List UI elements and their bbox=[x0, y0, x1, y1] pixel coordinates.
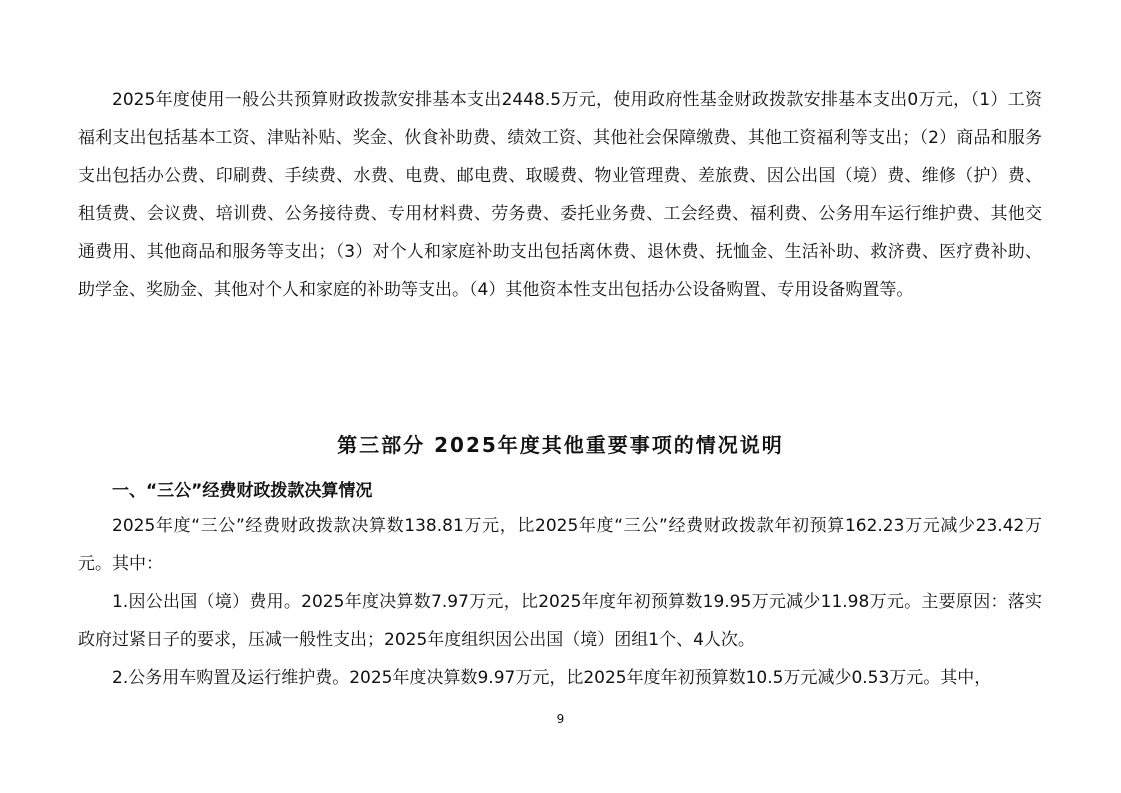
sangong-summary-paragraph: 2025年度“三公”经费财政拨款决算数138.81万元，比2025年度“三公”经费财政拨款年初预算162.23万元减少23.42万元。其中： bbox=[78, 516, 1042, 574]
official-vehicle-paragraph: 2.公务用车购置及运行维护费。2025年度决算数9.97万元，比2025年度年初预算数10.5万元减少0.53万元。其中， bbox=[112, 668, 992, 688]
expenditure-paragraph: 2025年度使用一般公共预算财政拨款安排基本支出2448.5万元，使用政府性基金财政拨款安排基本支出0万元，（1）工资福利支出包括基本工资、津贴补贴、奖金、伙食补助费、绩效工资、其他社会保障缴费、其他工资福利等支出；（2）商品和服务支出包括办公费、印刷费、手续费、水费、电费、邮电费、取暖费、物业管理费、差旅费、因公出国（境）费、维修（护）费、租赁费、会议费、培训费、公务接待费、专用材料费、劳务费、委托业务费、工会经费、福利费、公务用车运行维护费、其他交通费用、其他商品和服务等支出；（3）对个人和家庭补助支出包括离休费、退休费、抚恤金、生活补助、救济费、医疗费补助、助学金、奖励金、其他对个人和家庭的补助等支出。（4）其他资本性支出包括办公设备购置、专用设备购置等。 bbox=[78, 90, 1042, 300]
section-heading: 一、“三公”经费财政拨款决算情况 bbox=[112, 481, 373, 501]
overseas-travel-paragraph: 1.因公出国（境）费用。2025年度决算数7.97万元，比2025年度年初预算数19.95万元减少11.98万元。主要原因：落实政府过紧日子的要求，压减一般性支出；2025年度组织因公出国（境）团组1个、4人次。 bbox=[78, 592, 1042, 650]
part-title: 第三部分 2025年度其他重要事项的情况说明 bbox=[337, 433, 784, 457]
page-number: 9 bbox=[556, 712, 565, 726]
